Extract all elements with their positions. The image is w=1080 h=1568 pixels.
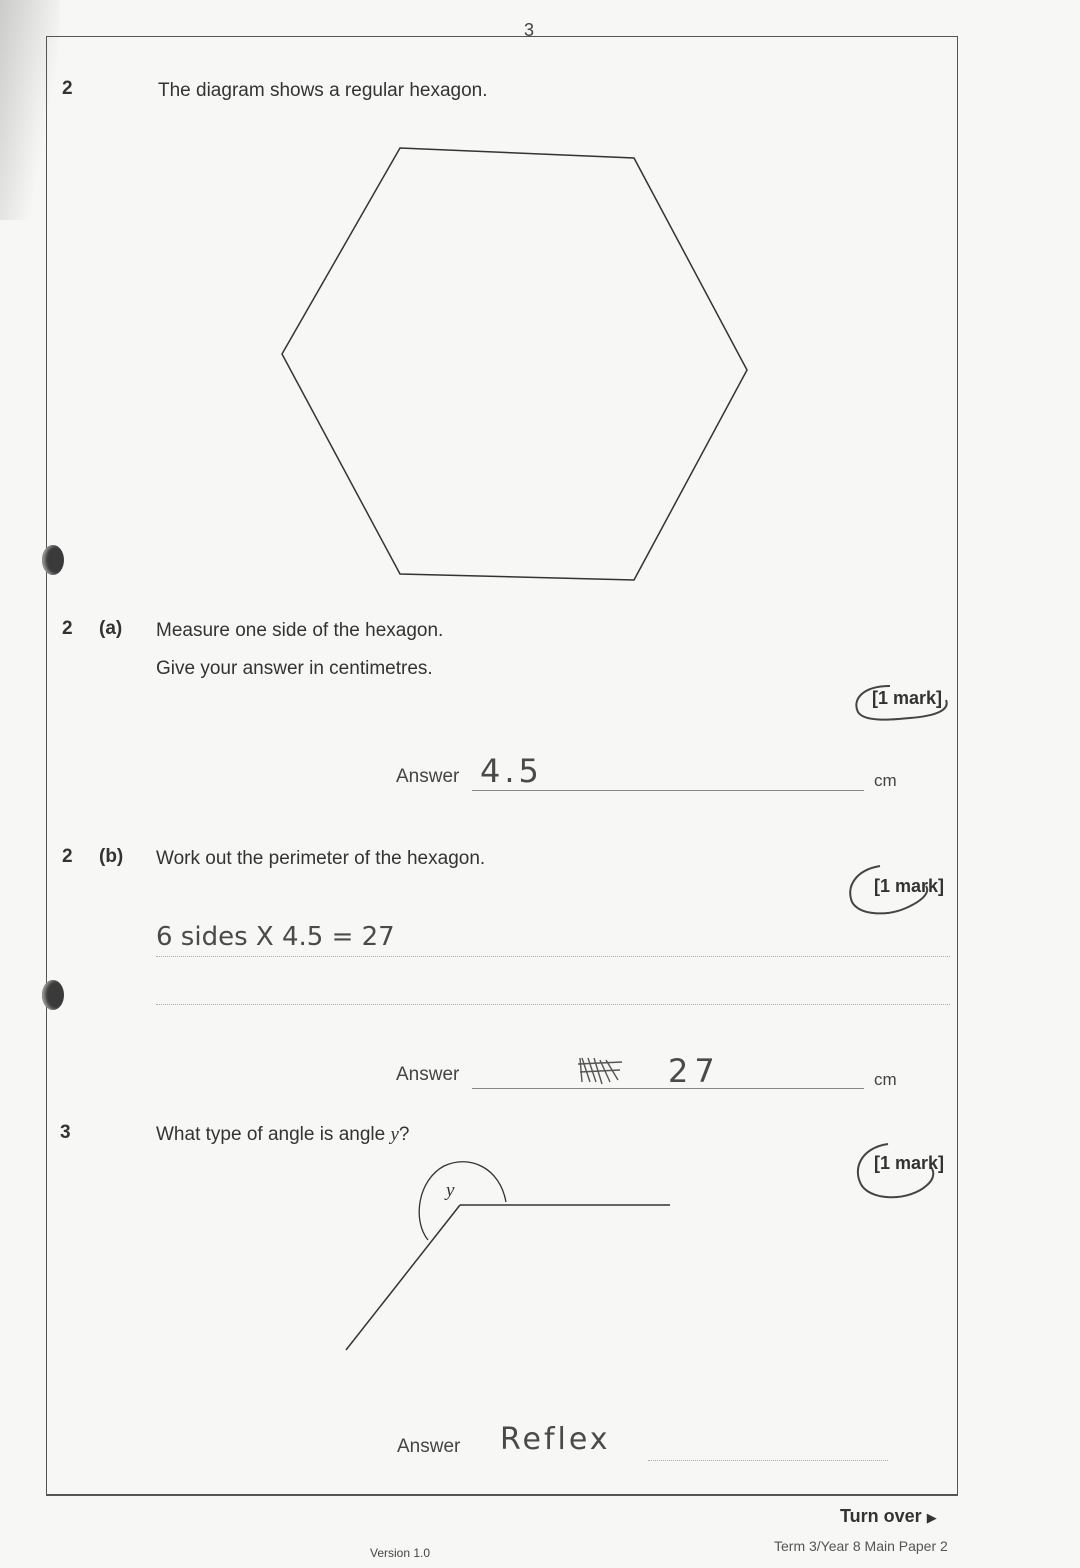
q2a-number: 2 — [62, 618, 73, 639]
crossed-out-scribble — [576, 1054, 626, 1088]
q3-text — [156, 1124, 410, 1146]
q2b-unit: cm — [874, 1070, 897, 1089]
q3-text-after: ? — [398, 1124, 410, 1145]
q2a-answer-label: Answer — [396, 766, 460, 787]
q2a-handwritten-answer: 4.5 — [480, 752, 543, 790]
q2b-text: Work out the perimeter of the hexagon. — [156, 848, 486, 869]
turn-over-text: Turn over — [840, 1506, 922, 1526]
q3-variable: y — [390, 1124, 399, 1145]
page-number: 3 — [524, 20, 535, 40]
regular-hexagon — [282, 148, 747, 580]
q2a-line2: Give your answer in centimetres. — [156, 658, 433, 679]
q2b-working-line-1[interactable] — [156, 956, 950, 957]
q2b-working-line-2[interactable] — [156, 1004, 950, 1005]
turn-over-label — [840, 1506, 937, 1527]
q2-number: 2 — [62, 78, 73, 99]
q2a-marks: [1 mark] — [872, 688, 943, 708]
q3-handwritten-answer: Reflex — [500, 1422, 611, 1457]
punch-hole — [42, 980, 64, 1010]
triangle-right-icon: ▶ — [926, 1510, 937, 1525]
q2b-working: 6 sides X 4.5 = 27 — [156, 922, 395, 952]
q2b-marks: [1 mark] — [874, 876, 945, 896]
punch-hole — [42, 545, 64, 575]
q3-marks: [1 mark] — [874, 1153, 945, 1173]
version-label: Version 1.0 — [370, 1546, 431, 1560]
angle-diagram — [340, 1150, 680, 1360]
q3-answer-label: Answer — [397, 1436, 461, 1457]
q2a-unit: cm — [874, 771, 897, 790]
q2a-line1: Measure one side of the hexagon. — [156, 620, 444, 641]
q2b-handwritten-answer: 27 — [668, 1052, 721, 1090]
hexagon-diagram — [270, 140, 760, 590]
q2a-answer-line[interactable] — [472, 790, 864, 791]
q2-stem: The diagram shows a regular hexagon. — [158, 80, 488, 101]
q2b-part: (b) — [99, 846, 124, 867]
q2b-number: 2 — [62, 846, 73, 867]
paper-title: Term 3/Year 8 Main Paper 2 — [774, 1538, 948, 1554]
q3-text-before: What type of angle is angle — [156, 1124, 391, 1145]
angle-y-label: y — [446, 1180, 455, 1201]
q3-answer-line[interactable] — [648, 1460, 888, 1461]
q3-number: 3 — [60, 1122, 71, 1143]
angle-arm-diagonal — [346, 1205, 460, 1350]
angle-arc — [419, 1162, 506, 1240]
q2a-part: (a) — [99, 618, 123, 639]
q2b-answer-label: Answer — [396, 1064, 460, 1085]
